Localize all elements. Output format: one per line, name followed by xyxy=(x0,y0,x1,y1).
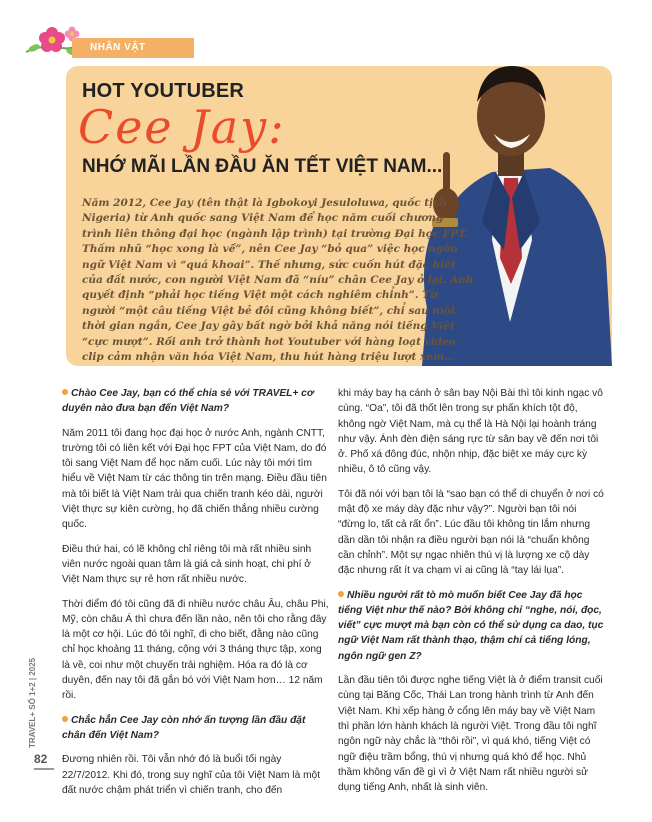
answer-1c: Thời điểm đó tôi cũng đã đi nhiều nước châu Âu, châu Phi, Mỹ, còn châu Á thì chưa đến lần nào, nên tôi cho rằng đây là một cơ hội. Lúc đó tôi nghĩ, đi cho biết, đằng nào cũng chỉ học khoảng 11 tháng, cộng với 3 tháng thực tập, xong là về, coi như một chuyến trải nghiệm. Hóa ra đó là cơ duyên, đến nay tôi đã gắn bó với Việt Nam hơn… 12 năm rồi. xyxy=(62,598,329,702)
page-number: 82 xyxy=(34,752,48,766)
bullet-icon xyxy=(338,591,344,597)
article-subtitle: NHỚ MÃI LẦN ĐẦU ĂN TẾT VIỆT NAM... xyxy=(82,156,443,177)
section-label: NHÂN VẬT xyxy=(90,42,146,53)
article-kicker: HOT YOUTUBER xyxy=(82,80,245,102)
magazine-issue-text: TRAVEL+ SỐ 1+2 | 2025 xyxy=(28,657,37,748)
question-3-text: Nhiều người rất tò mò muốn biết Cee Jay đã học tiếng Việt như thế nào? Bởi không chỉ “nghe, nói, đọc, viết” cực mượt mà bạn còn có thể sử dụng ca dao, tục ngữ Việt Nam rất thành thạo, thậm chí cả tiếng lóng, ngôn ngữ gen Z? xyxy=(338,589,604,662)
magazine-issue-label xyxy=(28,657,42,748)
bullet-icon xyxy=(62,716,68,722)
answer-1: Năm 2011 tôi đang học đại học ở nước Anh, ngành CNTT, trường tôi có liên kết với Đại học FPT của Việt Nam, do đó tôi sang Việt Nam để học năm cuối. Lúc này tôi mới tìm hiểu về Việt Nam từ các thông tin trên mạng. Điều đầu tiên mà tôi biết là Việt Nam trải qua chiến tranh kéo dài, người Việt thực sự kiên cường, họ đã chiến thắng nhiều cường quốc. xyxy=(62,427,327,531)
answer-1b: Điều thứ hai, có lẽ không chỉ riêng tôi mà rất nhiều sinh viên nước ngoài quan tâm là giá cả sinh hoạt, chi phí ở Việt Nam thực sự rẻ hơn rất nhiều nước. xyxy=(62,543,312,586)
section-tag xyxy=(72,38,194,58)
article-title-name: Cee Jay: xyxy=(78,100,286,154)
right-column xyxy=(338,386,606,804)
question-3 xyxy=(338,588,606,664)
answer-3: Lần đầu tiên tôi được nghe tiếng Việt là ở điểm transit cuối cùng tại Băng Cốc, Thái Lan trong hành trình từ Anh đến Việt Nam. Khi xếp hàng ở cổng lên máy bay về Việt Nam thì phần lớn hành khách là người Việt. Trong đầu tôi nghĩ ngôn ngữ này chắc là “thôi rồi”, vì quá khó, tiếng Việt có ngữ điệu trầm bổng, thú vị nhưng quá khó để học. Nhủ thầm không vấn đề gì vì ở Việt Nam rất nhiều người sử dụng tiếng Anh, nhất là sinh viên. xyxy=(338,675,603,794)
answer-2c: Tôi đã nói với bạn tôi là “sao bạn có thể di chuyển ở nơi có mật độ xe máy dày đặc như vậy?”. Người bạn tôi nói “đừng lo, tất cả rất ổn”. Lúc đầu tôi không tin lắm nhưng dần dần tôi nhận ra điều người bạn nói là “chuẩn không cần chỉnh”. Một sự ngạc nhiên thú vị là lượng xe cộ dày đặc nhưng rất ít va chạm vì ai cũng là “tay lái lụa”. xyxy=(338,488,604,577)
question-2-text: Chắc hẳn Cee Jay còn nhớ ấn tượng lần đầu đặt chân đến Việt Nam? xyxy=(62,714,306,741)
question-1 xyxy=(62,386,330,417)
answer-2b: khi máy bay hạ cánh ở sân bay Nội Bài thì tôi kinh ngạc vô cùng. “Oa”, tôi đã thốt lên trong sự phấn khích tột độ, không ngờ Việt Nam, mà cụ thể là Hà Nội lại hoành tráng như vậy. Ánh đèn điện sáng rực từ sân bay về đến nơi tôi ở. Phố xá đông đúc, nhộn nhịp, đặc biệt xe máy cực kỳ nhiều, ô tô cũng vậy. xyxy=(338,388,603,476)
question-1-text: Chào Cee Jay, bạn có thể chia sẻ với TRAVEL+ cơ duyên nào đưa bạn đến Việt Nam? xyxy=(62,388,314,415)
answer-2: Đương nhiên rồi. Tôi vẫn nhớ đó là buổi tối ngày 22/7/2012. Khi đó, trong suy nghĩ của tôi Việt Nam là một đất nước chậm phát triển vì chiến tranh, cho đến xyxy=(62,754,321,796)
article-intro: Năm 2012, Cee Jay (tên thật là Igbokoyi Jesuloluwa, quốc tịch Nigeria) từ Anh quốc sang Việt Nam để học năm cuối chương trình liên thông đại học (ngành lập trình) tại trường Đại học FPT. Thấm nhũ “học xong là về”, nên Cee Jay “bỏ qua” việc học ngôn ngữ Việt Nam vì “quá khoai”. Thế nhưng, sức cuốn hút đặc biệt của đất nước, con người Việt Nam đã “níu” chân Cee Jay ở lại. Anh quyết định “phải học tiếng Việt một cách nghiêm chỉnh”. Từ người “một câu tiếng Việt bẻ đôi cũng không biết”, chỉ sau một thời gian ngắn, Cee Jay gây bất ngờ bởi khả năng nói tiếng Việt “cực mượt”. Rồi anh trở thành hot Youtuber với hàng loạt video clip cảm nhận văn hóa Việt Nam, thu hút hàng triệu lượt xem… xyxy=(82,197,474,364)
left-column xyxy=(62,386,330,807)
page-number-rule xyxy=(34,768,54,770)
bullet-icon xyxy=(62,389,68,395)
question-2 xyxy=(62,713,330,744)
